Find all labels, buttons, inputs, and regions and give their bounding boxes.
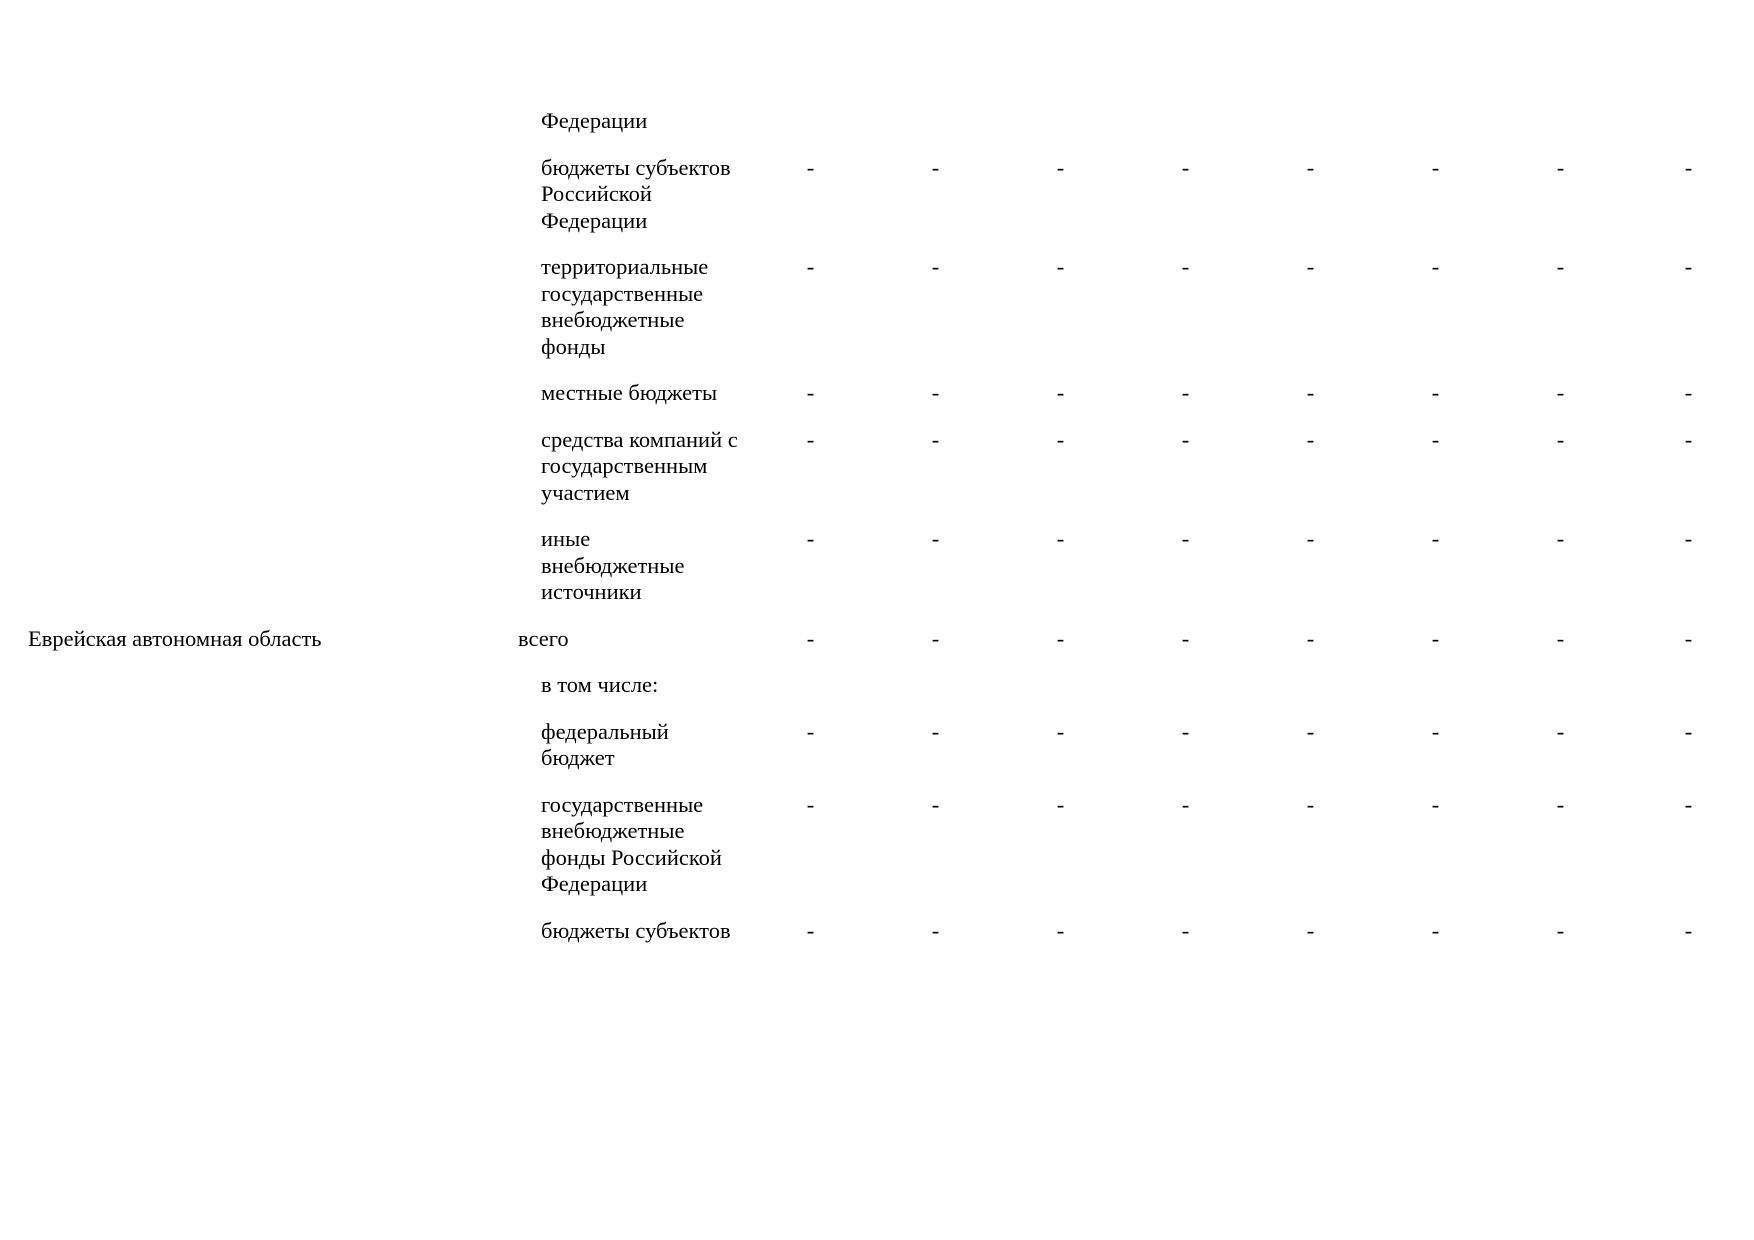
funding-source-text: территориальные государственные внебюджетные фонды bbox=[541, 254, 709, 359]
data-cell: - bbox=[1181, 154, 1190, 180]
data-cell: - bbox=[1684, 917, 1693, 943]
funding-source-cell bbox=[518, 672, 748, 699]
gutter-cell bbox=[330, 155, 518, 235]
data-cell: - bbox=[931, 526, 940, 551]
funding-source-cell bbox=[518, 108, 748, 135]
data-cell: - bbox=[1556, 154, 1565, 180]
gutter-cell bbox=[330, 526, 518, 606]
data-cell bbox=[1623, 108, 1754, 135]
data-cell: - bbox=[806, 917, 815, 943]
data-cell: - bbox=[806, 380, 815, 405]
data-cell: - bbox=[1684, 625, 1693, 651]
funding-source-cell bbox=[518, 526, 748, 606]
funding-source-cell bbox=[518, 254, 748, 360]
data-cell: - bbox=[1056, 426, 1065, 452]
row-spacer bbox=[0, 652, 1754, 672]
data-cell: - bbox=[806, 718, 815, 744]
row-spacer bbox=[0, 407, 1754, 427]
data-cell: - bbox=[1431, 426, 1440, 452]
row-spacer bbox=[0, 360, 1754, 380]
table-row bbox=[0, 792, 1754, 898]
data-cell: - bbox=[1056, 254, 1065, 279]
data-cell: - bbox=[931, 917, 940, 943]
data-cell: - bbox=[1181, 718, 1190, 744]
data-cell: - bbox=[1306, 380, 1315, 405]
region-name-cell bbox=[0, 254, 330, 360]
data-cell: - bbox=[1684, 526, 1693, 551]
data-cell: - bbox=[1556, 426, 1565, 452]
table-row bbox=[0, 526, 1754, 606]
gutter-cell bbox=[330, 427, 518, 507]
data-cell: - bbox=[1056, 380, 1065, 405]
row-spacer bbox=[0, 898, 1754, 918]
data-cell bbox=[998, 108, 1123, 135]
data-cell bbox=[1248, 672, 1373, 699]
data-cell: - bbox=[1306, 791, 1315, 817]
region-name-cell bbox=[0, 672, 330, 699]
funding-source-text: федеральный бюджет bbox=[541, 718, 669, 770]
region-name-cell bbox=[0, 626, 330, 653]
data-cell: - bbox=[1306, 154, 1315, 180]
gutter-cell bbox=[330, 380, 518, 407]
gutter-cell bbox=[330, 626, 518, 653]
data-cell: - bbox=[1056, 917, 1065, 943]
funding-source-text: иные внебюджетные источники bbox=[541, 526, 685, 604]
data-cell bbox=[1373, 108, 1498, 135]
table-row bbox=[0, 427, 1754, 507]
data-cell bbox=[1498, 672, 1623, 699]
funding-source-text: бюджеты субъектов bbox=[541, 917, 731, 943]
data-cell: - bbox=[1181, 254, 1190, 279]
table-row bbox=[0, 155, 1754, 235]
gutter-cell bbox=[330, 918, 518, 945]
data-cell: - bbox=[1181, 625, 1190, 651]
region-name-cell bbox=[0, 155, 330, 235]
data-cell: - bbox=[1431, 718, 1440, 744]
data-cell: - bbox=[1684, 426, 1693, 452]
data-cell: - bbox=[1556, 380, 1565, 405]
funding-source-text: средства компаний с государственным участием bbox=[541, 426, 738, 505]
data-cell: - bbox=[1684, 718, 1693, 744]
data-cell: - bbox=[1181, 426, 1190, 452]
row-spacer bbox=[0, 606, 1754, 626]
data-cell: - bbox=[931, 254, 940, 279]
region-name-cell bbox=[0, 792, 330, 898]
table-row bbox=[0, 719, 1754, 772]
funding-source-text: всего bbox=[518, 625, 569, 651]
data-cell: - bbox=[806, 154, 815, 180]
data-cell: - bbox=[931, 380, 940, 405]
data-cell: - bbox=[1056, 718, 1065, 744]
data-cell: - bbox=[931, 791, 940, 817]
data-cell: - bbox=[1181, 917, 1190, 943]
row-spacer bbox=[0, 772, 1754, 792]
region-name-cell bbox=[0, 526, 330, 606]
row-spacer bbox=[0, 234, 1754, 254]
data-cell: - bbox=[1556, 791, 1565, 817]
budget-table-body bbox=[0, 108, 1754, 944]
row-spacer bbox=[0, 135, 1754, 155]
funding-source-text: местные бюджеты bbox=[541, 380, 718, 405]
region-name-text: Еврейская автономная область bbox=[28, 625, 322, 651]
data-cell bbox=[748, 108, 873, 135]
data-cell: - bbox=[1431, 526, 1440, 551]
table-row bbox=[0, 672, 1754, 699]
funding-source-cell bbox=[518, 380, 748, 407]
region-name-cell bbox=[0, 719, 330, 772]
data-cell: - bbox=[1431, 625, 1440, 651]
data-cell: - bbox=[806, 625, 815, 651]
region-name-cell bbox=[0, 918, 330, 945]
table-row bbox=[0, 380, 1754, 407]
gutter-cell bbox=[330, 254, 518, 360]
gutter-cell bbox=[330, 672, 518, 699]
data-cell: - bbox=[806, 791, 815, 817]
data-cell: - bbox=[806, 426, 815, 452]
row-spacer bbox=[0, 699, 1754, 719]
data-cell: - bbox=[1056, 791, 1065, 817]
data-cell bbox=[1498, 108, 1623, 135]
data-cell: - bbox=[1306, 625, 1315, 651]
funding-source-text: Федерации bbox=[541, 108, 648, 133]
data-cell bbox=[1373, 672, 1498, 699]
data-cell: - bbox=[1684, 791, 1693, 817]
funding-source-cell bbox=[518, 792, 748, 898]
funding-source-cell bbox=[518, 427, 748, 507]
gutter-cell bbox=[330, 108, 518, 135]
data-cell: - bbox=[1306, 254, 1315, 279]
data-cell bbox=[1123, 672, 1248, 699]
funding-source-cell bbox=[518, 719, 748, 772]
data-cell: - bbox=[1306, 917, 1315, 943]
data-cell: - bbox=[1306, 526, 1315, 551]
data-cell: - bbox=[1556, 625, 1565, 651]
data-cell: - bbox=[1431, 791, 1440, 817]
data-cell: - bbox=[1181, 380, 1190, 405]
data-cell: - bbox=[1556, 917, 1565, 943]
data-cell: - bbox=[1306, 426, 1315, 452]
data-cell bbox=[1123, 108, 1248, 135]
data-cell bbox=[998, 672, 1123, 699]
region-name-cell bbox=[0, 427, 330, 507]
data-cell bbox=[873, 672, 998, 699]
gutter-cell bbox=[330, 719, 518, 772]
data-cell: - bbox=[931, 154, 940, 180]
table-row bbox=[0, 918, 1754, 945]
data-cell: - bbox=[1056, 154, 1065, 180]
data-cell: - bbox=[1431, 917, 1440, 943]
data-cell: - bbox=[806, 526, 815, 551]
data-cell: - bbox=[1181, 791, 1190, 817]
data-cell: - bbox=[931, 718, 940, 744]
funding-source-cell bbox=[518, 155, 748, 235]
budget-table bbox=[0, 108, 1754, 944]
data-cell: - bbox=[1306, 718, 1315, 744]
data-cell: - bbox=[1431, 380, 1440, 405]
data-cell: - bbox=[931, 625, 940, 651]
funding-source-text: государственные внебюджетные фонды Российской Федерации bbox=[541, 791, 722, 896]
data-cell bbox=[1248, 108, 1373, 135]
data-cell: - bbox=[1556, 526, 1565, 551]
data-cell: - bbox=[1056, 526, 1065, 551]
data-cell: - bbox=[1556, 718, 1565, 744]
data-cell: - bbox=[1684, 254, 1693, 279]
data-cell: - bbox=[1431, 154, 1440, 180]
data-cell: - bbox=[931, 426, 940, 452]
gutter-cell bbox=[330, 792, 518, 898]
data-cell: - bbox=[806, 254, 815, 279]
data-cell bbox=[1623, 672, 1754, 699]
region-name-cell bbox=[0, 108, 330, 135]
data-cell: - bbox=[1556, 254, 1565, 279]
funding-source-text: в том числе: bbox=[541, 672, 659, 697]
table-row bbox=[0, 254, 1754, 360]
data-cell: - bbox=[1181, 526, 1190, 551]
data-cell: - bbox=[1056, 625, 1065, 651]
data-cell bbox=[748, 672, 873, 699]
region-name-cell bbox=[0, 380, 330, 407]
funding-source-text: бюджеты субъектов Российской Федерации bbox=[541, 154, 731, 233]
table-row bbox=[0, 626, 1754, 653]
data-cell: - bbox=[1684, 154, 1693, 180]
data-cell: - bbox=[1431, 254, 1440, 279]
data-cell: - bbox=[1684, 380, 1693, 405]
funding-source-cell bbox=[518, 626, 748, 653]
funding-source-cell bbox=[518, 918, 748, 945]
data-cell bbox=[873, 108, 998, 135]
table-row bbox=[0, 108, 1754, 135]
row-spacer bbox=[0, 506, 1754, 526]
